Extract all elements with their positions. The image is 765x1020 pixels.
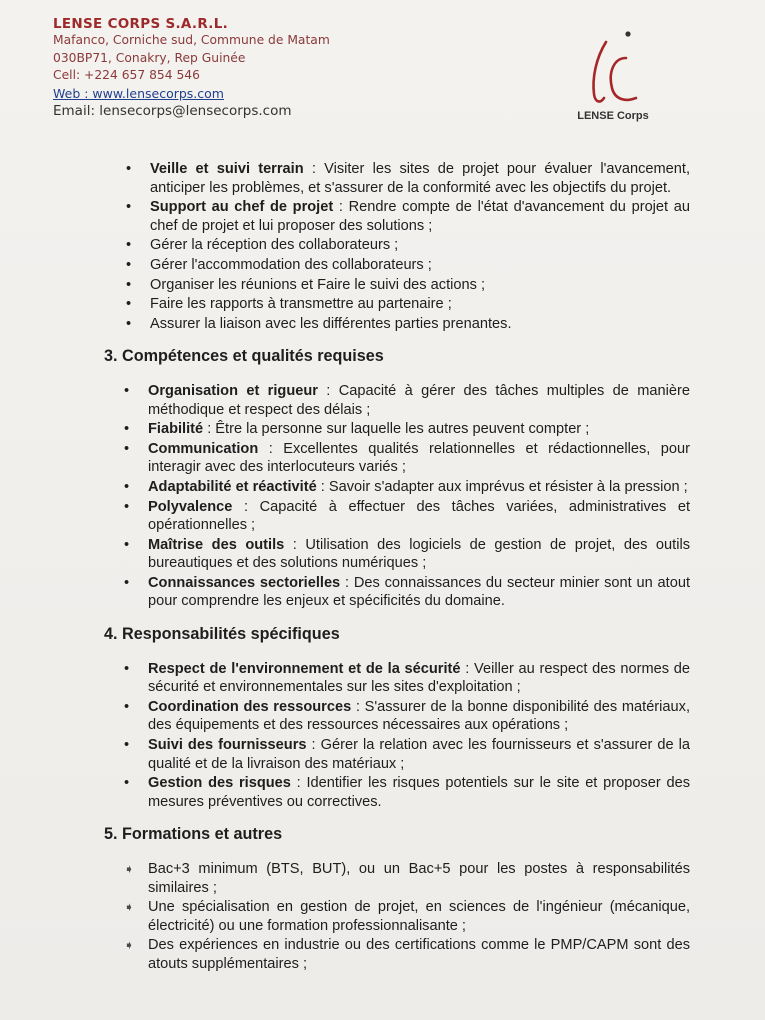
list-item [100,295,690,314]
tasks-list [100,160,690,333]
list-item [124,382,690,419]
list-item [124,860,690,897]
item-text: : Rendre compte de l'état d'avancement du projet au chef de projet et lui proposer des solutions ; [150,199,690,234]
list-item [124,478,690,497]
company-logo [568,28,658,128]
list-item [124,574,690,611]
bullet-icon: • [124,478,130,495]
cell-phone: Cell: +224 657 854 546 [53,68,200,82]
bullet-icon: • [126,276,132,293]
list-item [124,420,690,439]
arrow-bullet-icon: ➧ [124,862,135,876]
item-label: Fiabilité [148,421,204,438]
item-text: : Identifier les risques potentiels sur le site et proposer des mesures préventives ou correctives. [148,775,690,810]
skills-list [100,382,690,611]
list-item [100,236,690,255]
item-text: Bac+3 minimum (BTS, BUT), ou un Bac+5 pour les postes à responsabilités similaires ; [148,861,690,896]
email-address: Email: lensecorps@lensecorps.com [53,103,292,119]
bullet-icon: • [124,382,130,399]
bullet-icon: • [124,421,130,438]
list-item [124,440,690,477]
list-item [124,736,690,773]
item-text: Une spécialisation en gestion de projet, en sciences de l'ingénieur (mécanique, électricité) ou une formation professionnalisante ; [148,899,690,934]
list-item [124,898,690,935]
bullet-icon: • [126,199,132,216]
item-label: Coordination des ressources [148,698,352,715]
item-text: : S'assurer de la bonne disponibilité des matériaux, des équipements et des ressources nécessaires aux opérations ; [148,698,690,734]
letterhead [53,16,330,120]
item-text: Gérer l'accommodation des collaborateurs ; [150,256,432,273]
arrow-bullet-icon: ➧ [124,900,135,915]
item-text: Assurer la liaison avec les différentes parties prenantes. [150,315,512,332]
item-text: : Utilisation des logiciels de gestion de projet, des outils bureautiques et des solutions numériques ; [148,536,690,572]
logo-mark-icon [578,28,648,108]
item-text: Organiser les réunions et Faire le suivi des actions ; [150,276,486,293]
website-link[interactable]: Web : www.lensecorps.com [53,85,224,101]
section-5-title: 5. Formations et autres [104,825,283,844]
item-label: Gestion des risques [148,775,291,792]
item-text: : Veiller au respect des normes de sécurité et environnementales sur les sites d'exploitation ; [148,660,691,696]
item-text: : Capacité à effectuer des tâches variées, administratives et opérationnelles ; [148,498,690,534]
item-text: Des expériences en industrie ou des certifications comme le PMP/CAPM sont des atouts supplémentaires ; [148,937,690,972]
address-line-1: Mafanco, Corniche sud, Commune de Matam [53,33,330,47]
item-text: : Capacité à gérer des tâches multiples de manière méthodique et respect des délais ; [148,382,690,418]
bullet-icon: • [124,498,130,515]
bullet-icon: • [124,737,130,754]
item-text: Gérer la réception des collaborateurs ; [150,237,399,254]
section-4-title: 4. Responsabilités spécifiques [104,625,340,644]
list-item [100,276,690,295]
item-text: : Savoir s'adapter aux imprévus et résister à la pression ; [316,478,688,495]
training-list [100,860,690,974]
item-label: Communication [148,440,259,457]
item-text: : Excellentes qualités relationnelles et rédactionnelles, pour interagir avec des interlocuteurs variés ; [148,440,690,476]
list-item [100,315,690,334]
item-label: Support au chef de projet [150,199,334,216]
bullet-icon: • [124,440,130,457]
list-item [124,536,690,573]
list-item [100,160,690,197]
responsibilities-list [100,660,690,812]
bullet-icon: • [124,536,130,553]
bullet-icon: • [126,237,132,254]
item-label: Veille et suivi terrain [150,161,304,177]
bullet-icon: • [124,775,130,792]
bullet-icon: • [126,315,132,332]
bullet-icon: • [126,256,132,273]
item-label: Adaptabilité et réactivité [148,478,317,495]
item-text: : Des connaissances du secteur minier sont un atout pour comprendre les enjeux et spécificités du domaine. [148,574,691,610]
bullet-icon: • [124,660,130,677]
list-item [124,936,690,973]
list-item [124,660,690,697]
list-item [124,774,690,811]
item-text: Faire les rapports à transmettre au partenaire ; [150,296,452,313]
bullet-icon: • [124,574,130,591]
item-text: : Être la personne sur laquelle les autres peuvent compter ; [203,421,590,438]
list-item [124,498,690,535]
list-item [100,198,690,235]
item-text: : Visiter les sites de projet pour évaluer l'avancement, anticiper les problèmes, et s'assurer de la conformité avec les objectifs du projet. [150,161,690,196]
item-label: Polyvalence [148,498,233,515]
item-label: Organisation et rigueur [148,382,318,399]
bullet-icon: • [124,698,130,715]
item-label: Respect de l'environnement et de la sécurité [148,660,461,677]
item-label: Suivi des fournisseurs [148,737,307,754]
logo-caption: LENSE Corps [577,110,649,122]
list-item [100,256,690,275]
company-name: LENSE CORPS S.A.R.L. [53,16,229,32]
document-body [100,160,690,975]
section-3-title: 3. Compétences et qualités requises [104,347,384,366]
address-line-2: 030BP71, Conakry, Rep Guinée [53,50,246,65]
bullet-icon: • [126,161,132,177]
item-label: Connaissances sectorielles [148,574,341,591]
item-text: : Gérer la relation avec les fournisseurs et s'assurer de la qualité et de la livraison des matériaux ; [148,737,690,772]
item-label: Maîtrise des outils [148,536,285,553]
arrow-bullet-icon: ➧ [124,938,135,953]
list-item [124,698,690,735]
bullet-icon: • [126,296,132,313]
